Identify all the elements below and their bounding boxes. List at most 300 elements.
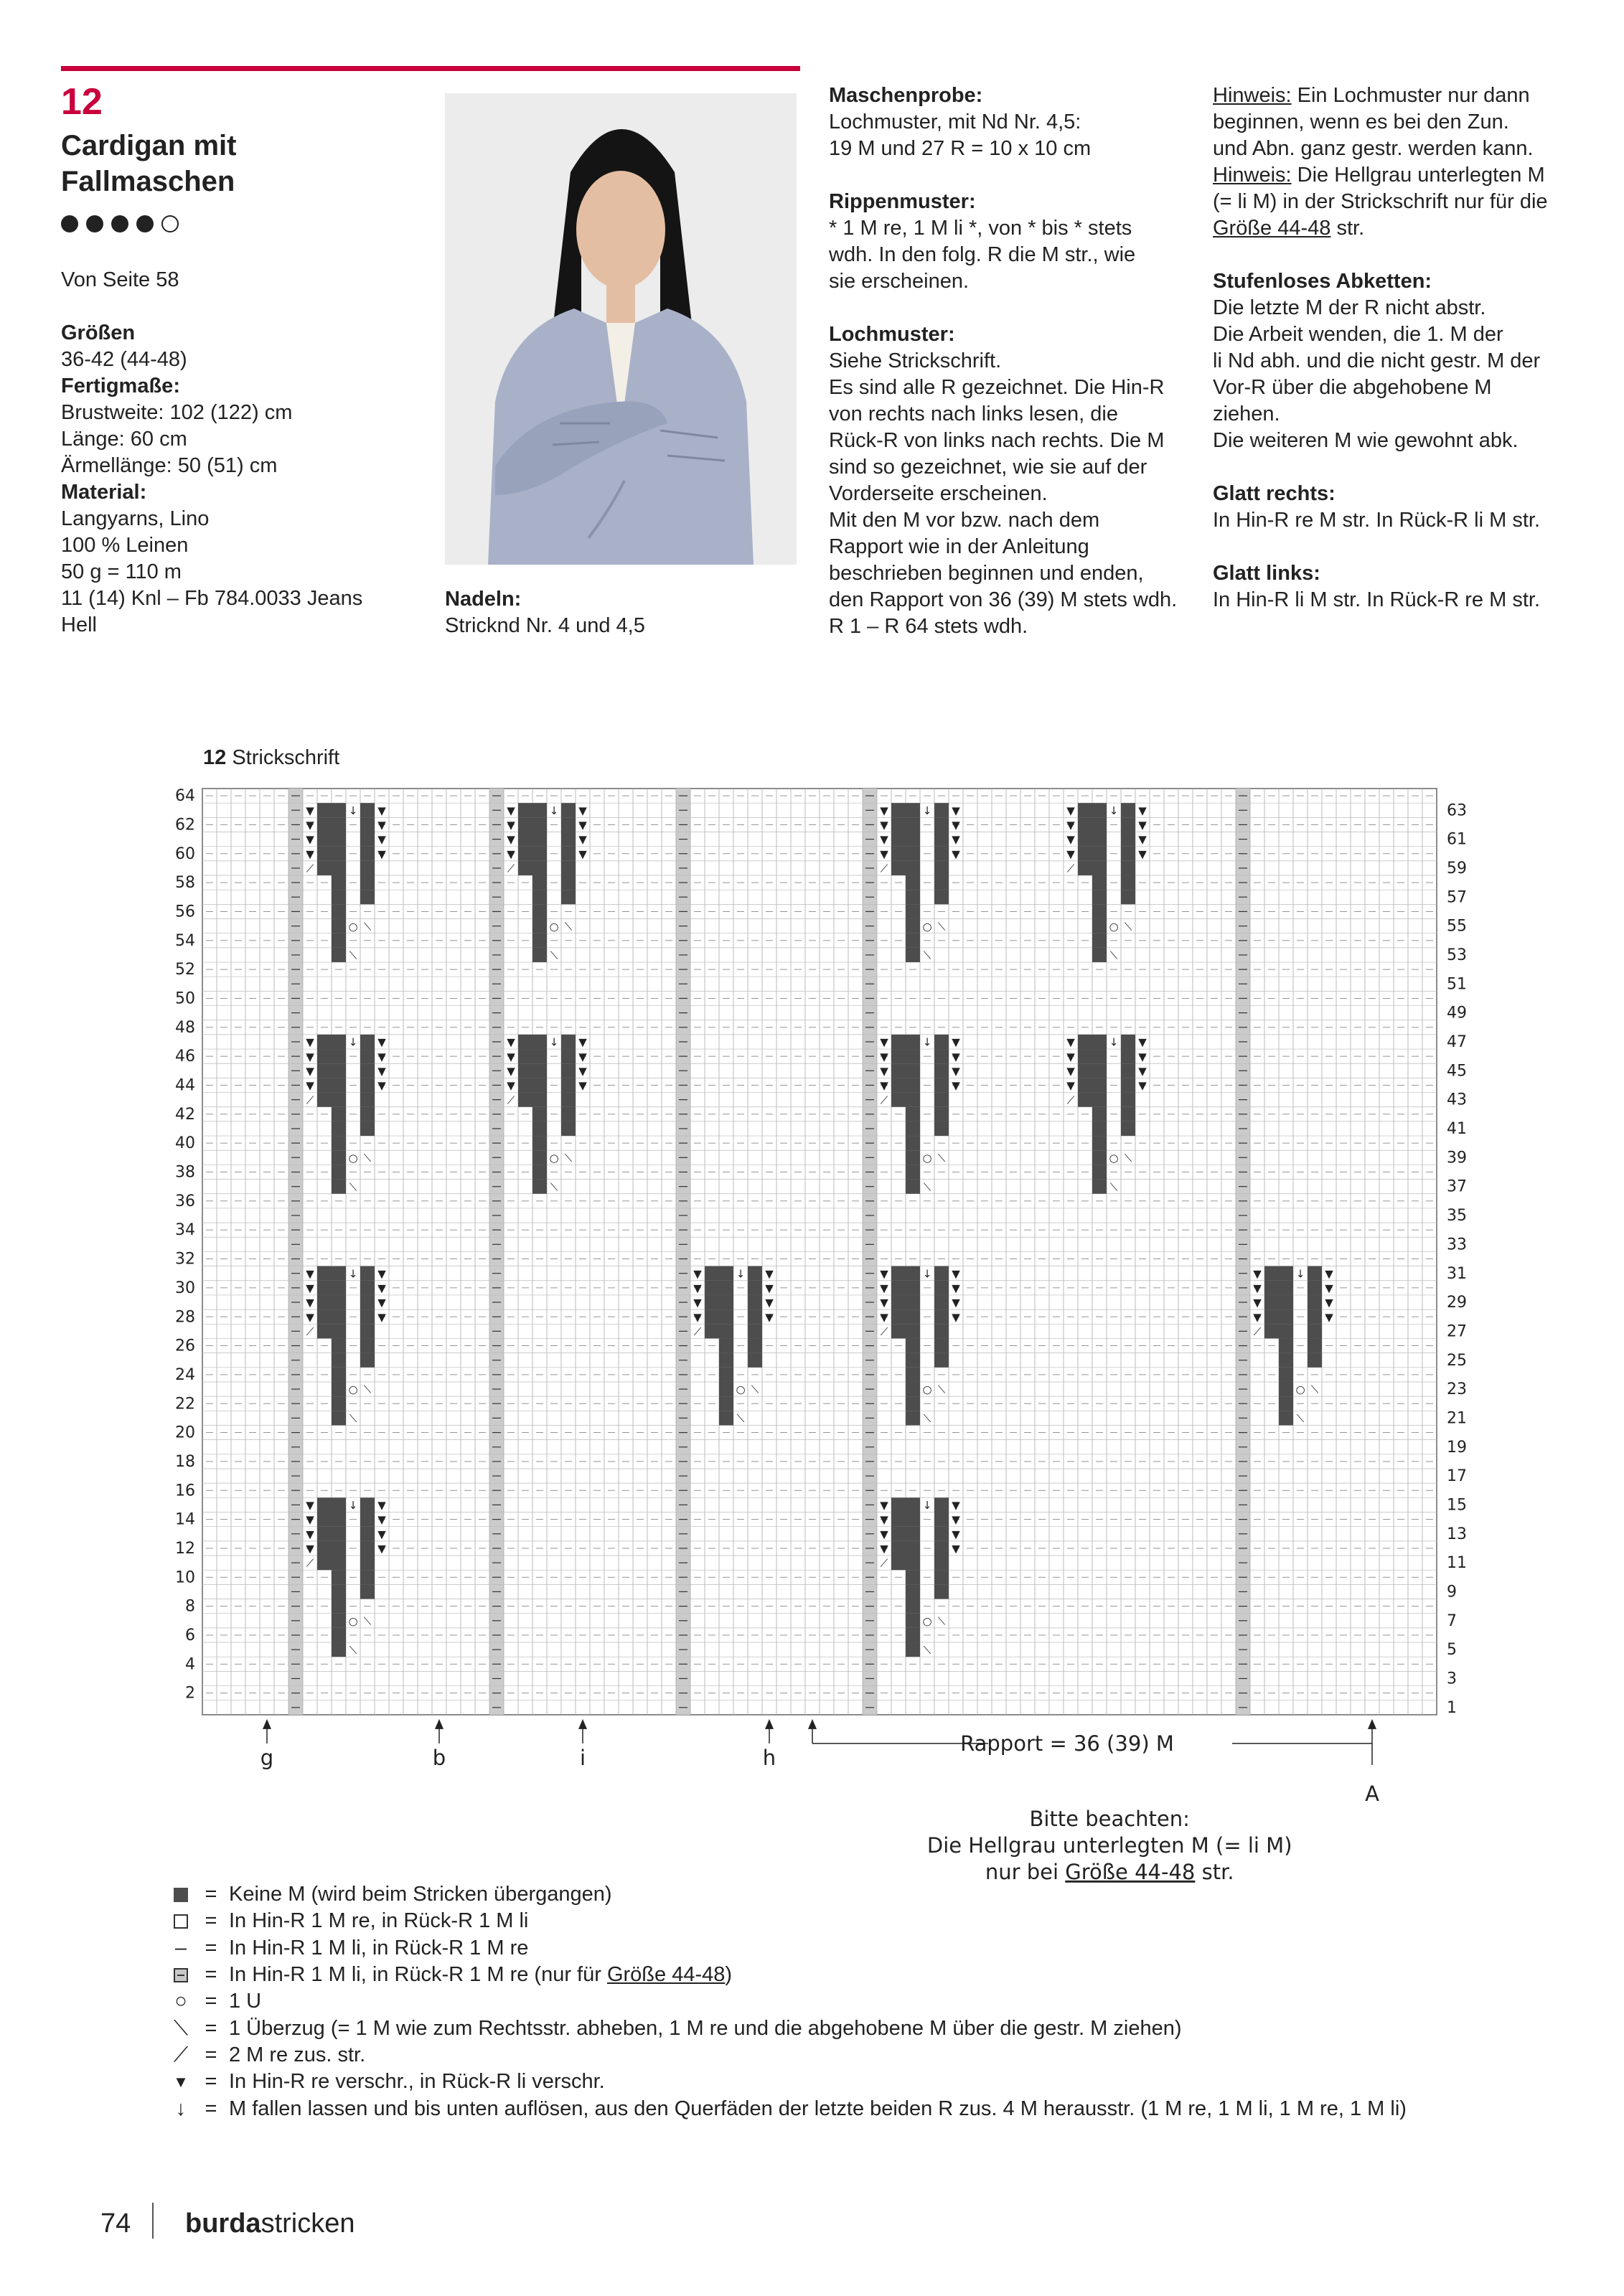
rib-label: Rippenmuster: xyxy=(829,190,976,213)
no-stitch-cell xyxy=(1092,890,1107,904)
no-stitch-cell xyxy=(360,1266,375,1281)
no-stitch-cell xyxy=(934,1556,949,1570)
no-stitch-cell xyxy=(1121,1049,1135,1063)
marker-arrow-head xyxy=(808,1719,817,1729)
no-stitch-cell xyxy=(1279,1309,1293,1324)
yarn-amount: 11 (14) Knl – Fb 784.0033 Jeans xyxy=(61,587,363,610)
twisted-stitch-mark: ▼ xyxy=(880,1528,888,1541)
twisted-stitch-mark: ▼ xyxy=(693,1281,702,1295)
twisted-stitch-mark: ▼ xyxy=(880,1296,888,1309)
no-stitch-cell xyxy=(1279,1411,1293,1425)
note-text: beginnen, wenn es bei den Zun. xyxy=(1213,110,1509,133)
row-label-right: 5 xyxy=(1447,1641,1457,1660)
row-label-left: 18 xyxy=(175,1452,195,1471)
no-stitch-cell xyxy=(934,1512,949,1527)
no-stitch-cell xyxy=(891,1035,906,1049)
grey-dash-square-icon xyxy=(174,1968,188,1982)
row-label-left: 8 xyxy=(185,1597,195,1616)
row-label-left: 40 xyxy=(175,1134,195,1153)
yarn-over-mark: ○ xyxy=(549,1151,559,1165)
no-stitch-cell xyxy=(332,1541,346,1556)
no-stitch-cell xyxy=(332,919,346,933)
no-stitch-cell xyxy=(1279,1338,1293,1352)
no-stitch-cell xyxy=(906,933,920,948)
no-stitch-cell xyxy=(906,1556,920,1570)
row-label-right: 23 xyxy=(1447,1380,1467,1399)
yarn-over-mark: ○ xyxy=(736,1383,746,1396)
legend-text: 2 M re zus. str. xyxy=(229,2043,366,2066)
no-stitch-cell xyxy=(332,817,346,832)
row-label-left: 30 xyxy=(175,1279,195,1297)
no-stitch-cell xyxy=(317,1266,332,1281)
ssk-mark: ⟍ xyxy=(937,920,946,933)
no-stitch-cell xyxy=(360,847,375,861)
yarn-over-mark: ○ xyxy=(922,1383,932,1396)
legend-equals: = xyxy=(205,1936,217,1959)
lace-line: den Rapport von 36 (39) M stets wdh. xyxy=(829,588,1178,611)
no-stitch-cell xyxy=(561,803,576,817)
no-stitch-cell xyxy=(360,1541,375,1556)
twisted-stitch-mark: ▼ xyxy=(1138,1079,1147,1093)
twisted-stitch-mark: ▼ xyxy=(1066,833,1075,847)
no-stitch-cell xyxy=(317,1541,332,1556)
legend-row xyxy=(169,2042,1407,2069)
bind-off-line: li Nd abh. und die nicht gestr. M der xyxy=(1213,349,1541,372)
row-label-right: 7 xyxy=(1447,1612,1457,1630)
chart-title-text: Strickschrift xyxy=(232,746,340,769)
no-stitch-cell xyxy=(906,1180,920,1194)
no-stitch-cell xyxy=(532,1165,547,1179)
marker-label: g xyxy=(260,1745,274,1770)
no-stitch-cell xyxy=(1092,1078,1107,1092)
no-stitch-cell xyxy=(1092,1093,1107,1107)
no-stitch-cell xyxy=(906,904,920,918)
twisted-stitch-mark: ▼ xyxy=(377,1064,386,1078)
no-stitch-cell xyxy=(906,1165,920,1179)
twisted-stitch-mark: ▼ xyxy=(693,1267,702,1281)
no-stitch-cell xyxy=(532,803,547,817)
twisted-stitch-mark: ▼ xyxy=(880,1513,888,1527)
no-stitch-cell xyxy=(317,1309,332,1324)
no-stitch-cell xyxy=(360,1035,375,1049)
no-stitch-cell xyxy=(1078,1049,1092,1063)
twisted-stitch-mark: ▼ xyxy=(880,1542,888,1556)
no-stitch-cell xyxy=(906,1093,920,1107)
top-rule xyxy=(61,66,800,71)
note-text: (= li M) in der Strickschrift nur für die xyxy=(1213,190,1548,213)
no-stitch-cell xyxy=(719,1353,733,1368)
twisted-stitch-mark: ▼ xyxy=(1253,1296,1262,1309)
marker-arrow-head xyxy=(578,1719,587,1729)
no-stitch-cell xyxy=(360,817,375,832)
no-stitch-cell xyxy=(906,1642,920,1657)
twisted-stitch-mark: ▼ xyxy=(1325,1267,1333,1281)
row-label-left: 48 xyxy=(175,1018,195,1037)
no-stitch-cell xyxy=(891,803,906,817)
no-stitch-cell xyxy=(1121,847,1135,861)
twisted-stitch-mark: ▼ xyxy=(306,1296,314,1309)
no-stitch-cell xyxy=(705,1309,719,1324)
no-stitch-cell xyxy=(1279,1266,1293,1281)
slash-icon: ⟋ xyxy=(173,2043,189,2066)
no-stitch-cell xyxy=(332,1107,346,1121)
no-stitch-cell xyxy=(1078,1078,1092,1092)
row-label-right: 43 xyxy=(1447,1091,1467,1109)
no-stitch-cell xyxy=(748,1338,762,1352)
no-stitch-cell xyxy=(891,1093,906,1107)
brand-bold: burda xyxy=(185,2208,261,2239)
twisted-stitch-mark: ▼ xyxy=(693,1296,702,1309)
row-label-left: 46 xyxy=(175,1048,195,1066)
lace-line: R 1 – R 64 stets wdh. xyxy=(829,615,1028,638)
twisted-stitch-mark: ▼ xyxy=(306,1050,314,1063)
legend-row xyxy=(169,2095,1407,2122)
no-stitch-cell xyxy=(1078,861,1092,875)
ssk-mark: ⟍ xyxy=(349,1643,357,1657)
twisted-stitch-mark: ▼ xyxy=(507,847,515,861)
ssk-mark: ⟍ xyxy=(1296,1412,1305,1426)
note-text: und Abn. ganz gestr. werden kann. xyxy=(1213,137,1534,160)
no-stitch-cell xyxy=(1264,1309,1279,1324)
no-stitch-cell xyxy=(906,847,920,861)
fiber: 100 % Leinen xyxy=(61,534,189,557)
k2tog-mark: ⟋ xyxy=(880,862,888,875)
row-label-left: 10 xyxy=(175,1568,195,1587)
no-stitch-cell xyxy=(934,1281,949,1295)
twisted-stitch-mark: ▼ xyxy=(507,1050,515,1063)
row-label-left: 14 xyxy=(175,1510,195,1529)
bind-off-line: ziehen. xyxy=(1213,403,1280,425)
no-stitch-cell xyxy=(934,1541,949,1556)
ssk-mark: ⟍ xyxy=(363,1614,372,1628)
legend-row xyxy=(169,2069,1407,2095)
no-stitch-cell xyxy=(748,1266,762,1281)
no-stitch-cell xyxy=(561,1049,576,1063)
no-stitch-cell xyxy=(1078,817,1092,832)
no-stitch-cell xyxy=(1279,1353,1293,1368)
ssk-mark: ⟍ xyxy=(349,1180,357,1194)
no-stitch-cell xyxy=(891,1497,906,1512)
no-stitch-cell xyxy=(332,1614,346,1628)
difficulty-dot xyxy=(136,215,154,232)
row-label-right: 47 xyxy=(1447,1033,1467,1052)
no-stitch-cell xyxy=(532,1093,547,1107)
yarn-over-mark: ○ xyxy=(922,1151,932,1165)
no-stitch-cell xyxy=(532,1049,547,1063)
no-stitch-cell xyxy=(561,1107,576,1121)
ssk-mark: ⟍ xyxy=(564,1151,573,1165)
twisted-stitch-mark: ▼ xyxy=(952,1281,960,1295)
no-stitch-cell xyxy=(891,1281,906,1295)
no-stitch-cell xyxy=(906,1063,920,1078)
no-stitch-cell xyxy=(332,1063,346,1078)
row-label-left: 24 xyxy=(175,1365,195,1384)
twisted-stitch-mark: ▼ xyxy=(1138,833,1147,847)
ssk-mark: ⟍ xyxy=(564,920,573,933)
no-stitch-cell xyxy=(934,1338,949,1352)
no-stitch-cell xyxy=(1121,1093,1135,1107)
no-stitch-cell xyxy=(518,1049,532,1063)
twisted-stitch-mark: ▼ xyxy=(1138,1050,1147,1063)
no-stitch-cell xyxy=(518,803,532,817)
no-stitch-cell xyxy=(360,1309,375,1324)
twisted-stitch-mark: ▼ xyxy=(952,1499,960,1512)
no-stitch-cell xyxy=(906,861,920,875)
row-label-right: 25 xyxy=(1447,1351,1467,1370)
no-stitch-cell xyxy=(332,847,346,861)
row-label-left: 6 xyxy=(185,1627,195,1645)
row-label-right: 49 xyxy=(1447,1004,1467,1022)
no-stitch-cell xyxy=(891,1309,906,1324)
no-stitch-cell xyxy=(934,847,949,861)
marker-label: h xyxy=(762,1745,776,1770)
no-stitch-cell xyxy=(332,1136,346,1150)
k2tog-mark: ⟋ xyxy=(1066,1093,1075,1107)
row-label-right: 53 xyxy=(1447,946,1467,965)
backslash-icon: ⟍ xyxy=(173,2016,189,2040)
repeat-end-label: A xyxy=(1365,1781,1379,1806)
no-stitch-cell xyxy=(317,861,332,875)
no-stitch-cell xyxy=(332,890,346,904)
no-stitch-cell xyxy=(360,1295,375,1309)
no-stitch-cell xyxy=(317,1324,332,1338)
marker-arrow-head xyxy=(765,1719,774,1729)
ssk-mark: ⟍ xyxy=(923,949,931,962)
legend-row xyxy=(169,1962,1407,1988)
no-stitch-cell xyxy=(532,817,547,832)
marker-arrow-head xyxy=(1368,1719,1376,1729)
note-label: Hinweis: xyxy=(1213,164,1292,187)
note-text: Die Hellgrau unterlegten M xyxy=(1291,164,1545,187)
twisted-stitch-mark: ▼ xyxy=(578,804,587,817)
no-stitch-cell xyxy=(906,803,920,817)
twisted-stitch-mark: ▼ xyxy=(377,1035,386,1049)
legend-row xyxy=(169,2015,1407,2041)
no-stitch-cell xyxy=(906,1512,920,1527)
no-stitch-cell xyxy=(332,1165,346,1179)
chart-title-number: 12 xyxy=(203,746,227,769)
twisted-stitch-mark: ▼ xyxy=(306,819,314,832)
twisted-stitch-mark: ▼ xyxy=(952,1296,960,1309)
twisted-stitch-mark: ▼ xyxy=(507,1079,515,1093)
no-stitch-cell xyxy=(332,1150,346,1165)
no-stitch-cell xyxy=(906,817,920,832)
lace-line: Vorderseite erscheinen. xyxy=(829,482,1048,505)
twisted-stitch-mark: ▼ xyxy=(578,1035,587,1049)
no-stitch-cell xyxy=(1092,1150,1107,1165)
size-reference: Größe 44-48 xyxy=(1065,1859,1196,1884)
no-stitch-cell xyxy=(332,1411,346,1425)
no-stitch-cell xyxy=(906,1309,920,1324)
twisted-stitch-mark: ▼ xyxy=(377,804,386,817)
twisted-stitch-mark: ▼ xyxy=(578,1064,587,1078)
drop-stitch-mark: ↓ xyxy=(1295,1267,1305,1281)
row-label-right: 55 xyxy=(1447,917,1467,936)
no-stitch-cell xyxy=(1078,832,1092,847)
no-stitch-cell xyxy=(532,948,547,962)
no-stitch-cell xyxy=(360,1063,375,1078)
no-stitch-cell xyxy=(1121,861,1135,875)
no-stitch-cell xyxy=(1264,1266,1279,1281)
no-stitch-cell xyxy=(934,1584,949,1599)
yardage: 50 g = 110 m xyxy=(61,560,182,583)
no-stitch-cell xyxy=(332,861,346,875)
twisted-stitch-mark: ▼ xyxy=(507,833,515,847)
no-stitch-cell xyxy=(934,1497,949,1512)
no-stitch-cell xyxy=(360,1121,375,1136)
lace-line: Siehe Strickschrift. xyxy=(829,349,1002,372)
no-stitch-cell xyxy=(360,1093,375,1107)
row-label-left: 2 xyxy=(185,1684,195,1703)
lace-line: beschrieben beginnen und enden, xyxy=(829,562,1144,585)
gauge-line: 19 M und 27 R = 10 x 10 cm xyxy=(829,137,1092,160)
no-stitch-cell xyxy=(1264,1295,1279,1309)
no-stitch-cell xyxy=(934,1093,949,1107)
k2tog-mark: ⟋ xyxy=(880,1093,888,1107)
twisted-stitch-mark: ▼ xyxy=(1138,847,1147,861)
no-stitch-cell xyxy=(317,1035,332,1049)
no-stitch-cell xyxy=(1121,1107,1135,1121)
no-stitch-cell xyxy=(518,1035,532,1049)
legend-equals: = xyxy=(205,2043,217,2066)
no-stitch-cell xyxy=(906,1368,920,1382)
no-stitch-cell xyxy=(1308,1353,1322,1368)
row-label-right: 21 xyxy=(1447,1409,1467,1428)
no-stitch-cell xyxy=(1092,1165,1107,1179)
no-stitch-cell xyxy=(1078,1063,1092,1078)
twisted-stitch-mark: ▼ xyxy=(765,1310,774,1324)
k2tog-mark: ⟋ xyxy=(1066,862,1075,875)
no-stitch-cell xyxy=(1092,803,1107,817)
no-stitch-cell xyxy=(1078,1035,1092,1049)
no-stitch-cell xyxy=(532,847,547,861)
ssk-mark: ⟍ xyxy=(1109,1180,1118,1194)
no-stitch-cell xyxy=(332,1353,346,1368)
no-stitch-cell xyxy=(332,875,346,890)
row-label-left: 58 xyxy=(175,874,195,893)
no-stitch-cell xyxy=(1092,1107,1107,1121)
no-stitch-cell xyxy=(906,1078,920,1092)
no-stitch-cell xyxy=(906,1324,920,1338)
no-stitch-cell xyxy=(934,832,949,847)
ssk-mark: ⟍ xyxy=(363,1151,372,1165)
no-stitch-cell xyxy=(1092,875,1107,890)
legend-text: Keine M (wird beim Stricken übergangen) xyxy=(229,1883,612,1906)
no-stitch-cell xyxy=(332,1570,346,1584)
twisted-stitch-mark: ▼ xyxy=(306,1310,314,1324)
row-label-right: 35 xyxy=(1447,1207,1467,1225)
no-stitch-cell xyxy=(532,832,547,847)
row-label-left: 36 xyxy=(175,1192,195,1210)
no-stitch-cell xyxy=(332,1599,346,1614)
twisted-stitch-mark: ▼ xyxy=(1066,1079,1075,1093)
no-stitch-cell xyxy=(906,1150,920,1165)
no-stitch-cell xyxy=(906,1570,920,1584)
no-stitch-cell xyxy=(332,1338,346,1352)
row-label-left: 62 xyxy=(175,816,195,834)
ssk-mark: ⟍ xyxy=(923,1412,931,1426)
legend-text: 1 U xyxy=(229,1990,262,2013)
row-label-left: 64 xyxy=(175,787,195,806)
no-stitch-cell xyxy=(906,1295,920,1309)
row-label-right: 9 xyxy=(1447,1583,1457,1601)
row-label-right: 13 xyxy=(1447,1525,1467,1543)
twisted-stitch-mark: ▼ xyxy=(306,1079,314,1093)
arrow-down-icon: ↓ xyxy=(175,2097,187,2120)
no-stitch-cell xyxy=(317,1049,332,1063)
no-stitch-cell xyxy=(532,1150,547,1165)
no-stitch-cell xyxy=(719,1338,733,1352)
twisted-stitch-mark: ▼ xyxy=(306,1528,314,1541)
twisted-stitch-mark: ▼ xyxy=(578,833,587,847)
k2tog-mark: ⟋ xyxy=(880,1325,888,1339)
bind-off-label: Stufenloses Abketten: xyxy=(1213,270,1432,293)
reverse-stockinette-label: Glatt links: xyxy=(1213,562,1320,585)
no-stitch-cell xyxy=(1092,847,1107,861)
legend-equals: = xyxy=(205,2097,217,2120)
needles-block xyxy=(445,586,645,639)
legend-text: ) xyxy=(725,1963,733,1987)
yarn-over-mark: ○ xyxy=(348,920,358,933)
row-label-left: 4 xyxy=(185,1655,195,1674)
no-stitch-cell xyxy=(360,832,375,847)
no-stitch-cell xyxy=(748,1295,762,1309)
legend-row xyxy=(169,1935,1407,1962)
no-stitch-cell xyxy=(561,890,576,904)
no-stitch-cell xyxy=(1279,1324,1293,1338)
twisted-stitch-mark: ▼ xyxy=(578,1079,587,1093)
ssk-mark: ⟍ xyxy=(363,920,372,933)
twisted-stitch-mark: ▼ xyxy=(880,819,888,832)
no-stitch-cell xyxy=(360,1584,375,1599)
no-stitch-cell xyxy=(317,1556,332,1570)
no-stitch-cell xyxy=(561,1035,576,1049)
legend-text: In Hin-R 1 M re, in Rück-R 1 M li xyxy=(229,1909,529,1933)
dash-icon: – xyxy=(174,1936,187,1959)
row-label-right: 37 xyxy=(1447,1177,1467,1196)
no-stitch-cell xyxy=(934,1107,949,1121)
yarn-over-mark: ○ xyxy=(1109,920,1119,933)
twisted-stitch-mark: ▼ xyxy=(306,1035,314,1049)
no-stitch-cell xyxy=(518,1063,532,1078)
info-column-sizes xyxy=(61,267,362,639)
bind-off-line: Vor-R über die abgehobene M xyxy=(1213,376,1492,399)
no-stitch-cell xyxy=(891,1541,906,1556)
no-stitch-cell xyxy=(934,803,949,817)
twisted-stitch-mark: ▼ xyxy=(377,1499,386,1512)
no-stitch-cell xyxy=(891,1512,906,1527)
no-stitch-cell xyxy=(332,933,346,948)
pattern-number: 12 xyxy=(61,81,103,123)
twisted-stitch-mark: ▼ xyxy=(377,1281,386,1295)
yarn-color: Hell xyxy=(61,613,97,636)
legend-equals: = xyxy=(205,2070,217,2094)
twisted-stitch-mark: ▼ xyxy=(1138,819,1147,832)
no-stitch-cell xyxy=(532,890,547,904)
no-stitch-cell xyxy=(906,1136,920,1150)
no-stitch-cell xyxy=(891,1078,906,1092)
row-label-left: 54 xyxy=(175,931,195,950)
twisted-stitch-mark: ▼ xyxy=(306,804,314,817)
no-stitch-cell xyxy=(518,861,532,875)
no-stitch-cell xyxy=(1078,803,1092,817)
no-stitch-cell xyxy=(1092,919,1107,933)
no-stitch-cell xyxy=(332,1396,346,1411)
legend-equals: = xyxy=(205,1883,217,1906)
no-stitch-cell xyxy=(1092,1035,1107,1049)
no-stitch-cell xyxy=(719,1324,733,1338)
twisted-stitch-mark: ▼ xyxy=(377,833,386,847)
